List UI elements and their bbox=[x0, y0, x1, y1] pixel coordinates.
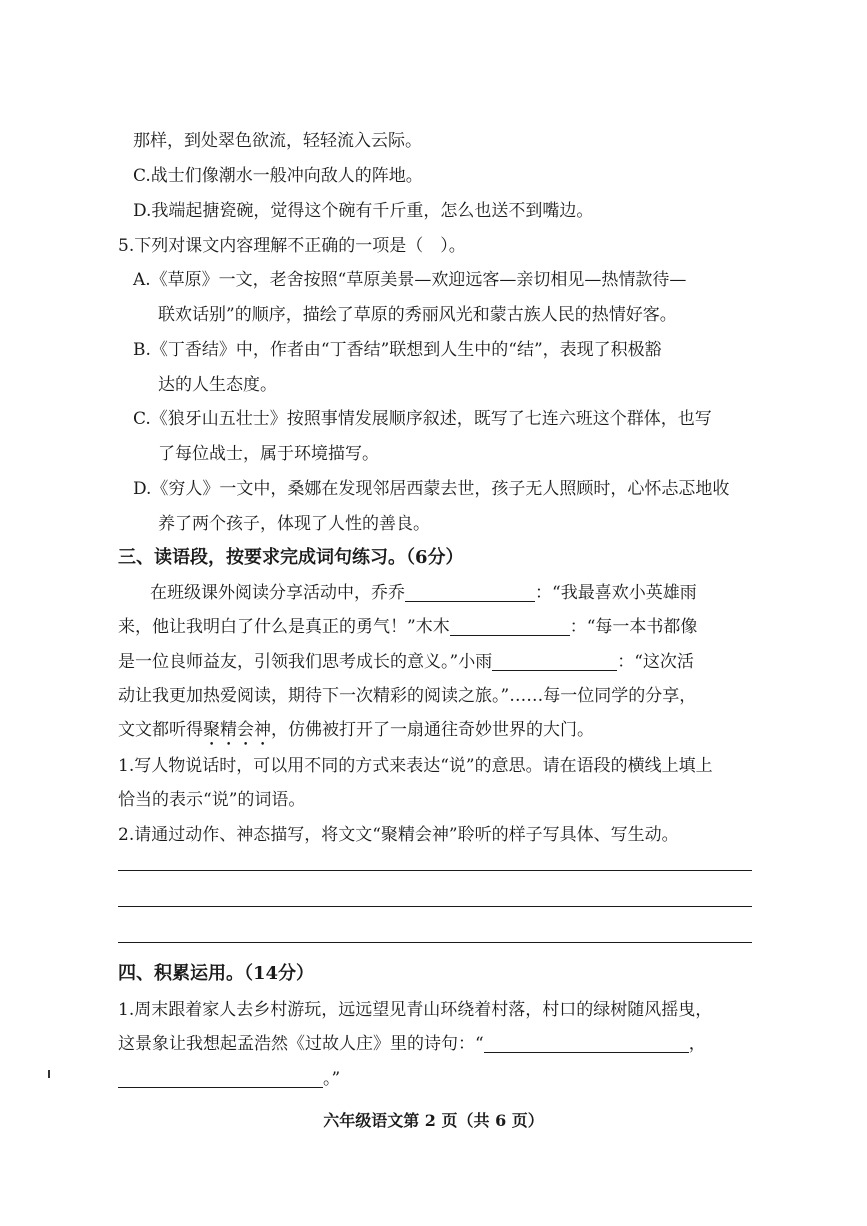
scan-mark bbox=[48, 1070, 50, 1078]
emphasized-idiom: 聚精会神 bbox=[203, 720, 271, 740]
passage-text: ：“每一本书都像 bbox=[569, 617, 698, 637]
say-word-blank-2[interactable] bbox=[450, 617, 570, 636]
s3-question-2: 2.请通过动作、神态描写，将文文“聚精会神”聆听的样子写具体、写生动。 bbox=[118, 825, 679, 845]
passage-text: 来，他让我明白了什么是真正的勇气！”木木 bbox=[118, 617, 450, 637]
s4-question-1-line3 bbox=[118, 1067, 340, 1091]
q5-option-d-line1: D.《穷人》一文中，桑娜在发现邻居西蒙去世，孩子无人照顾时，心怀忐忑地收 bbox=[133, 479, 730, 499]
page-footer: 六年级语文第 2 页（共 6 页） bbox=[323, 1111, 544, 1130]
q5-option-a-line2: 联欢话别”的顺序，描绘了草原的秀丽风光和蒙古族人民的热情好客。 bbox=[158, 305, 677, 325]
passage-line-4: 动让我更加热爱阅读，期待下一次精彩的阅读之旅。”……每一位同学的分享， bbox=[118, 686, 697, 706]
poem-blank-2[interactable] bbox=[118, 1069, 323, 1088]
s3-question-1-line1: 1.写人物说话时，可以用不同的方式来表达“说”的意思。请在语段的横线上填上 bbox=[118, 756, 713, 776]
passage-text: 文文都听得 bbox=[118, 720, 203, 740]
q5-option-b-line2: 达的人生态度。 bbox=[158, 375, 277, 395]
passage-line-3 bbox=[118, 650, 694, 674]
passage-text: ，仿佛被打开了一扇通往奇妙世界的大门。 bbox=[271, 720, 594, 740]
s3-question-1-line2: 恰当的表示“说”的词语。 bbox=[118, 790, 306, 810]
answer-line-2[interactable] bbox=[118, 906, 752, 907]
q4-option-c: C.战士们像潮水一般冲向敌人的阵地。 bbox=[133, 166, 423, 186]
q5-option-c-line1: C.《狼牙山五壮士》按照事情发展顺序叙述，既写了七连六班这个群体，也写 bbox=[133, 409, 712, 429]
passage-text: 是一位良师益友，引领我们思考成长的意义。”小雨 bbox=[118, 652, 493, 672]
q4-option-d: D.我端起搪瓷碗，觉得这个碗有千斤重，怎么也送不到嘴边。 bbox=[133, 201, 594, 221]
section-3-heading: 三、读语段，按要求完成词句练习。（6分） bbox=[118, 547, 464, 568]
passage-text: 。” bbox=[323, 1069, 341, 1089]
passage-line-1 bbox=[150, 581, 697, 605]
s4-question-1-line1: 1.周末跟着家人去乡村游玩，远远望见青山环绕着村落，村口的绿树随风摇曳， bbox=[118, 1000, 713, 1020]
passage-text: 这景象让我想起孟浩然《过故人庄》里的诗句：“ bbox=[118, 1034, 484, 1054]
section-4-heading: 四、积累运用。（14分） bbox=[118, 963, 315, 984]
s4-question-1-line2 bbox=[118, 1032, 706, 1056]
passage-line-5 bbox=[118, 718, 594, 750]
passage-text: 在班级课外阅读分享活动中，乔乔 bbox=[150, 583, 405, 603]
q4-option-b-continued: 那样，到处翠色欲流，轻轻流入云际。 bbox=[133, 131, 422, 151]
q5-option-c-line2: 了每位战士，属于环境描写。 bbox=[158, 444, 379, 464]
passage-line-2 bbox=[118, 615, 697, 639]
passage-text: ：“我最喜欢小英雄雨 bbox=[535, 583, 697, 603]
q5-stem: 5.下列对课文内容理解不正确的一项是（ ）。 bbox=[118, 236, 466, 256]
q5-option-a-line1: A.《草原》一文，老舍按照“草原美景—欢迎远客—亲切相见—热情款待— bbox=[133, 270, 687, 290]
answer-line-3[interactable] bbox=[118, 942, 752, 943]
passage-text: ：“这次活 bbox=[617, 652, 694, 672]
passage-text: ， bbox=[688, 1034, 706, 1054]
q5-option-d-line2: 养了两个孩子，体现了人性的善良。 bbox=[158, 514, 430, 534]
say-word-blank-3[interactable] bbox=[492, 652, 617, 671]
answer-line-1[interactable] bbox=[118, 870, 752, 871]
say-word-blank-1[interactable] bbox=[405, 583, 535, 602]
q5-option-b-line1: B.《丁香结》中，作者由“丁香结”联想到人生中的“结”，表现了积极豁 bbox=[133, 340, 662, 360]
poem-blank-1[interactable] bbox=[484, 1034, 689, 1053]
